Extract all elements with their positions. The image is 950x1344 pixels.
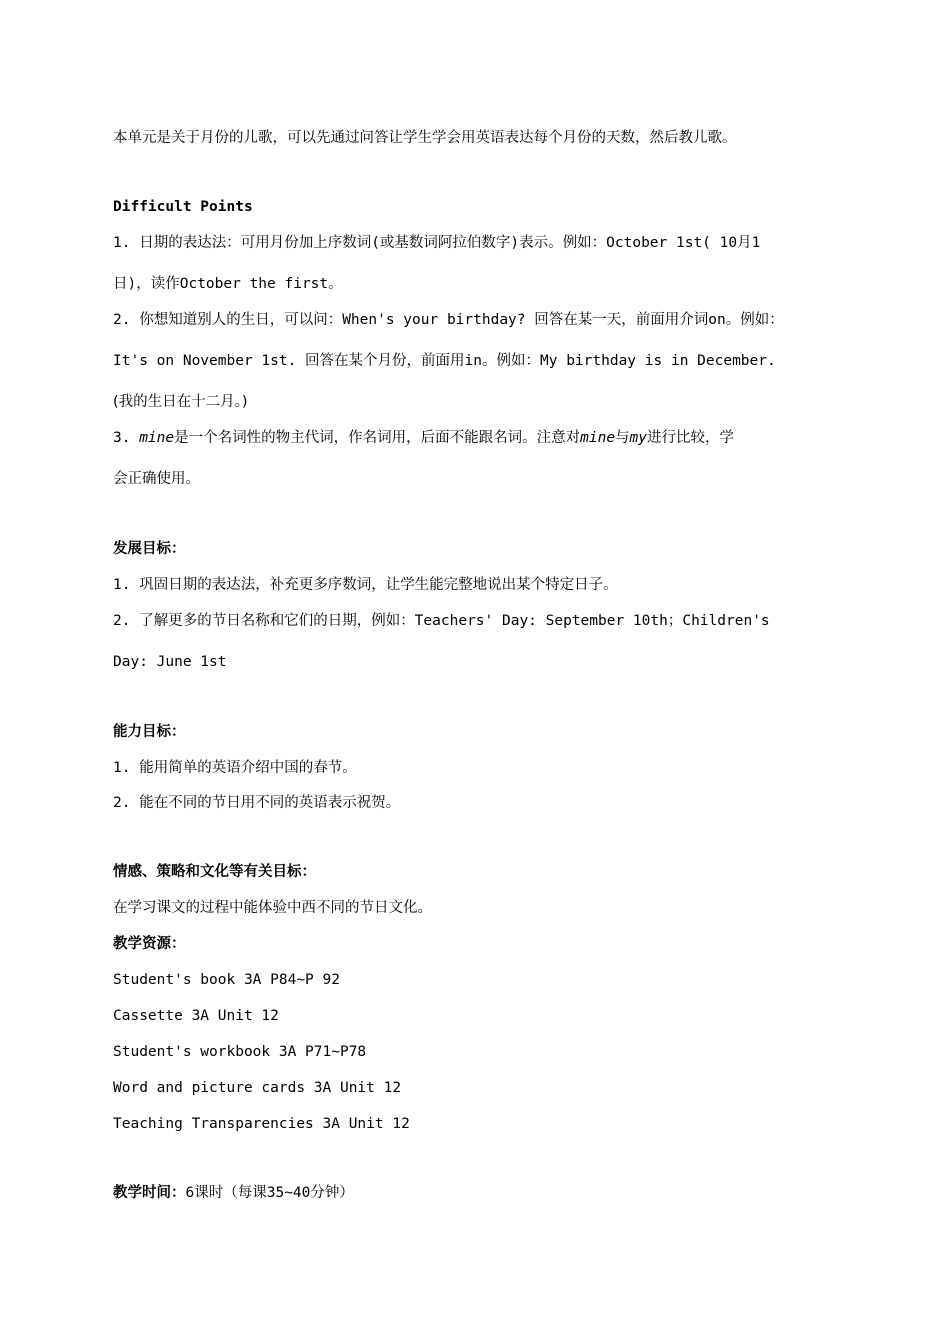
- difficult-point-2-line-2: It's on November 1st. 回答在某个月份，前面用in。例如：My birthday is in December.: [113, 353, 776, 369]
- difficult-point-3-line-2: 会正确使用。: [113, 471, 200, 487]
- difficult-points-heading: Difficult Points: [113, 199, 253, 215]
- difficult-point-1-line-1: 1. 日期的表达法：可用月份加上序数词(或基数词阿拉伯数字)表示。例如：October 1st( 10月1: [113, 235, 761, 251]
- emotion-goals-heading: 情感、策略和文化等有关目标：: [113, 864, 316, 880]
- resource-item: Cassette 3A Unit 12: [113, 1008, 279, 1024]
- resource-item: Student's book 3A P84~P 92: [113, 972, 340, 988]
- point-3-text: 是一个名词性的物主代词，作名词用，后面不能跟名词。注意对: [174, 430, 581, 446]
- dev-goal-1: 1. 巩固日期的表达法，补充更多序数词，让学生能完整地说出某个特定日子。: [113, 577, 618, 593]
- resources-heading: 教学资源：: [113, 936, 186, 952]
- ability-goal-1: 1. 能用简单的英语介绍中国的春节。: [113, 760, 357, 776]
- dev-goals-heading: 发展目标：: [113, 541, 186, 557]
- difficult-point-3-line-1: [113, 428, 734, 448]
- teaching-time: [113, 1183, 354, 1203]
- resource-item: Word and picture cards 3A Unit 12: [113, 1080, 402, 1096]
- resource-item: Student's workbook 3A P71~P78: [113, 1044, 367, 1060]
- and-word: 与: [615, 430, 630, 446]
- difficult-point-2-line-1: 2. 你想知道别人的生日，可以问：When's your birthday? 回答在某一天，前面用介词on。例如：: [113, 312, 784, 328]
- dev-goal-2-line-2: Day: June 1st: [113, 654, 227, 670]
- dev-goal-2-line-1: 2. 了解更多的节日名称和它们的日期，例如：Teachers' Day: September 10th；Children's: [113, 613, 770, 629]
- difficult-point-2-line-3: (我的生日在十二月。): [113, 394, 248, 410]
- intro-paragraph: 本单元是关于月份的儿歌，可以先通过问答让学生学会用英语表达每个月份的天数，然后教儿歌。: [113, 130, 737, 146]
- teaching-time-heading: 教学时间：: [113, 1185, 186, 1201]
- point-3-end: 进行比较，学: [647, 430, 735, 446]
- point-3-number: 3.: [113, 430, 140, 446]
- teaching-time-value: 6课时（每课35~40分钟）: [185, 1185, 354, 1201]
- ability-goal-2: 2. 能在不同的节日用不同的英语表示祝贺。: [113, 795, 401, 811]
- difficult-point-1-line-2: 日)，读作October the first。: [113, 276, 343, 292]
- ability-goals-heading: 能力目标：: [113, 724, 186, 740]
- mine-word-2: mine: [580, 430, 616, 446]
- my-word: my: [629, 430, 648, 446]
- emotion-goal-1: 在学习课文的过程中能体验中西不同的节日文化。: [113, 900, 432, 916]
- mine-word: mine: [139, 430, 175, 446]
- resource-item: Teaching Transparencies 3A Unit 12: [113, 1116, 410, 1132]
